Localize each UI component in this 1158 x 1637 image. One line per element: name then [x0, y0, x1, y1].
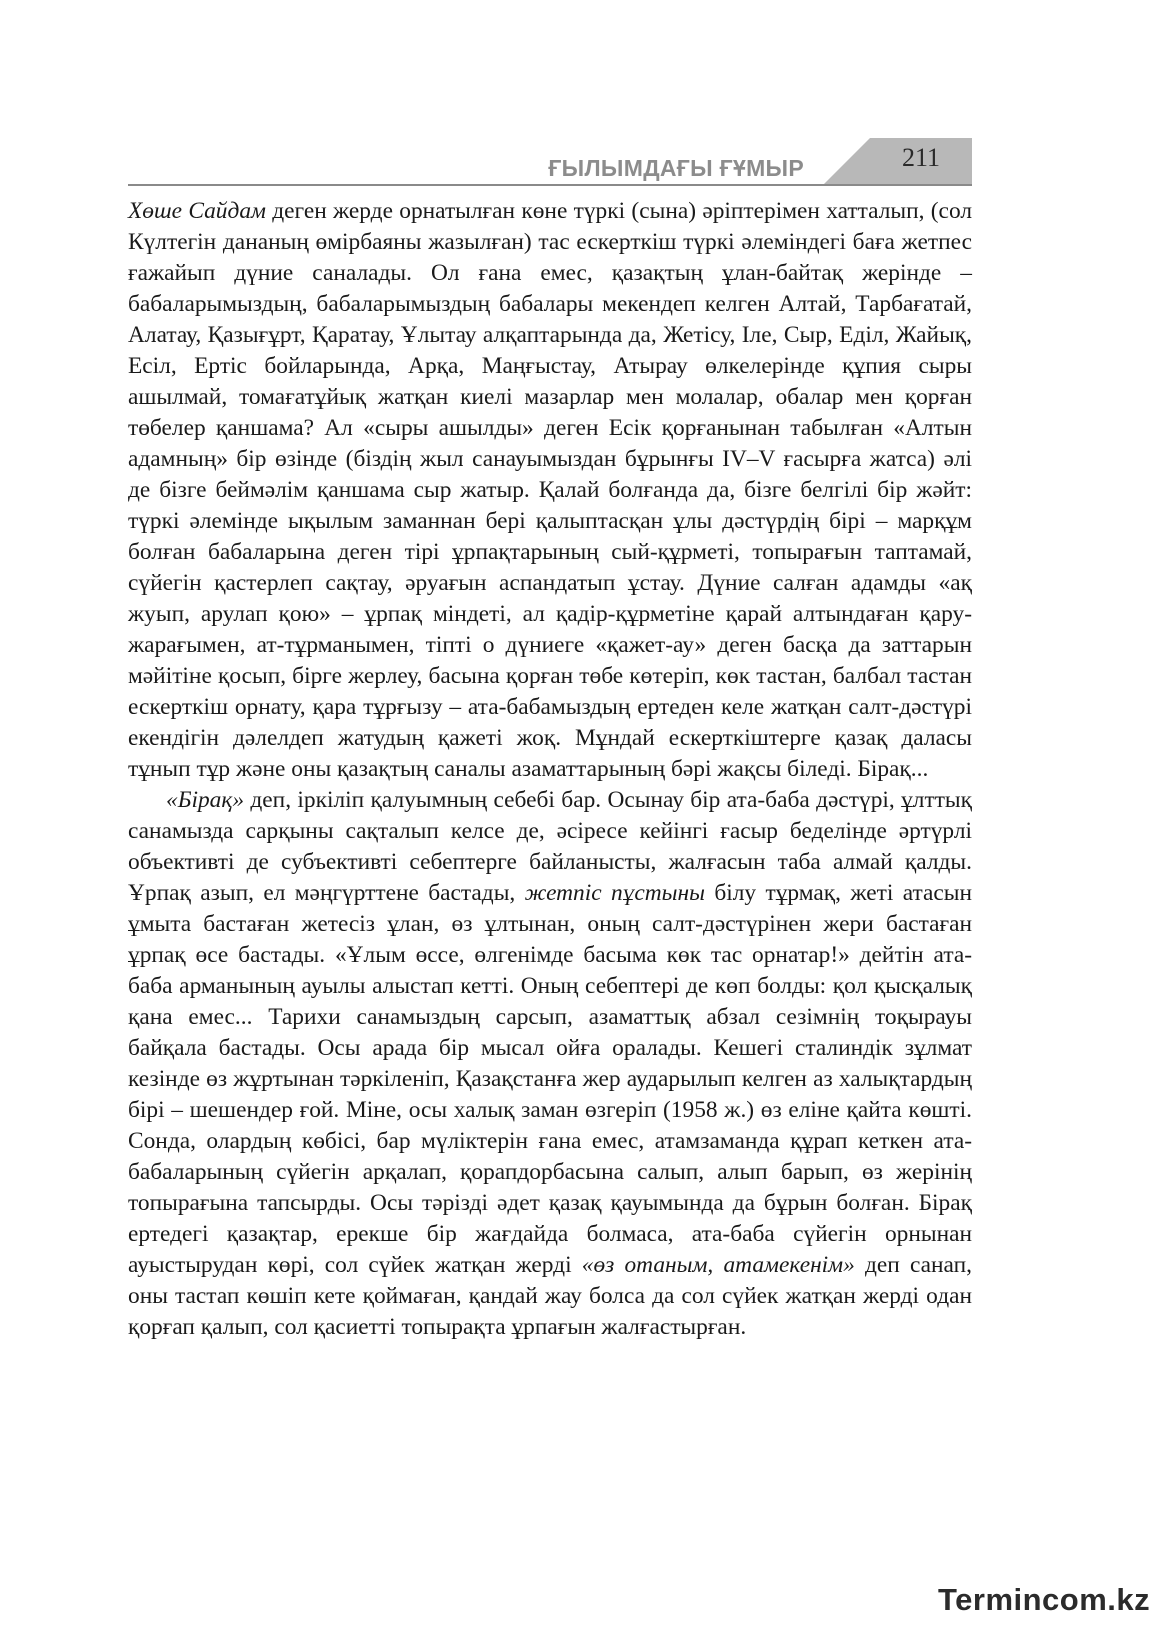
page-number: 211 [901, 143, 941, 172]
text-span: деген жерде орнатылған көне түркі (сына) әріптерімен хатталып, (сол Күлтегін дананың өмірбаяны жазылған) тас ескерткіш түркі әлеміндегі баға жетпес ғажайып дүние саналады. Ол ғана емес, қазақтың ұлан-байтақ жерінде – бабаларымыздың, бабаларымыздың бабалары мекендеп келген Алтай, Тарбағатай, Алатау, Қазығұрт, Қаратау, Ұлытау алқаптарында да, Жетісу, Іле, Сыр, Еділ, Жайық, Есіл, Ертіс бойларында, Арқа, Маңғыстау, Атырау өлкелерінде құпия сыры ашылмай, томағатұйық жатқан киелі мазарлар мен молалар, обалар мен қорған төбелер қаншама? Ал «сыры ашылды» деген Есік қорғанынан табылған «Алтын адамның» бір өзінде (біздің жыл санауымыздан бұрынғы IV–V ғасырға жатса) әлі де бізге беймәлім қаншама сыр жатыр. Қалай болғанда да, бізге белгілі бір жәйт: түркі әлемінде ықылым заманнан бері қалыптасқан ұлы дәстүрдің бірі – марқұм болған бабаларына деген тірі ұрпақтарының сый-құрметі, топырағын таптамай, сүйегін қастерлеп сақтау, әруағын аспандатып ұстау. Дүние салған адамды «ақ жуып, арулап қою» – ұрпақ міндеті, ал қадір-құрметіне қарай алтындаған қару-жарағымен, ат-тұрманымен, тіпті о дүниеге «қажет-ау» деген басқа да заттарын мәйітіне қосып, бірге жерлеу, басына қорған төбе көтеріп, көк тастан, балбал тастан ескерткіш орнату, қара тұрғызу – ата-бабамыздың ертеден келе жатқан салт-дәстүрі екендігін дәлелдеп жатудың қажеті жоқ. Мұндай ескерткіштерге қазақ даласы тұнып тұр және оны қазақтың саналы азаматтарының бәрі жақсы біледі. Бірақ... [128, 198, 972, 782]
page-number-box [870, 138, 972, 184]
text-span: білу тұрмақ, жеті атасын ұмыта бастаған жетесіз ұлан, өз ұлтынан, оның салт-дәстүрінен жери бастаған ұрпақ өсе бастады. «Ұлым өссе, өлгенімде басыма көк тас орнатар!» дейтін ата-баба арманының ауылы алыстап кетті. Оның себептері де көп болды: қол қысқалық қана емес... Тарихи санамыздың сарсып, азаматтық абзал сезімнің тоқырауы байқала бастады. Осы арада бір мысал ойға оралады. Кешегі сталиндік зұлмат кезінде өз жұртынан тәркіленіп, Қазақстанға жер аударылып келген аз халықтардың бірі – шешендер ғой. Міне, осы халық заман өзгеріп (1958 ж.) өз еліне қайта көшті. Сонда, олардың көбісі, бар мүліктерін ғана емес, атамзаманда құрап кеткен ата-бабаларының сүйегін арқалап, қорапдорбасына салып, алып барып, өз жерінің топырағына тапсырды. Осы тәрізді әдет қазақ қауымында да бұрын болған. Бірақ ертедегі қазақтар, ерекше бір жағдайда болмаса, ата-баба сүйегін орнынан ауыстырудан көрі, сол сүйек жатқан жерді [128, 880, 972, 1278]
text-span-italic: «өз отаным, атамекенім» [581, 1252, 855, 1278]
page-header [128, 138, 972, 186]
text-span-italic: «Бірақ» [166, 787, 245, 813]
running-title: ҒЫЛЫМДАҒЫ ҒҰМЫР [548, 155, 804, 181]
paragraph-1 [128, 196, 972, 785]
body-text [128, 196, 972, 1343]
paragraph-2 [128, 785, 972, 1343]
header-rule [128, 184, 972, 186]
header-wedge-decoration [824, 138, 870, 184]
text-span: деп, іркіліп қалуымның себебі бар. Осынау бір ата-баба дәстүрі, ұлттық санамызда сарқыны сақталып келсе де, әсіресе кейінгі ғасыр беделінде әртүрлі объективті де субъективті себептерге байланысты, жалғасын таба алмай қалды. Ұрпақ азып, ел мәңгүрттене бастады, [128, 787, 972, 906]
text-span-italic: Хөше Сайдам [128, 198, 266, 224]
watermark: Termincom.kz [938, 1582, 1151, 1617]
text-span-italic: жетпіс пұстыны [524, 880, 705, 906]
text-span: деп санап, оны тастап көшіп кете қоймаған, қандай жау болса да сол сүйек жатқан жерді одан қорғап қалып, сол қасиетті топырақта ұрпағын жалғастырған. [128, 1252, 972, 1340]
